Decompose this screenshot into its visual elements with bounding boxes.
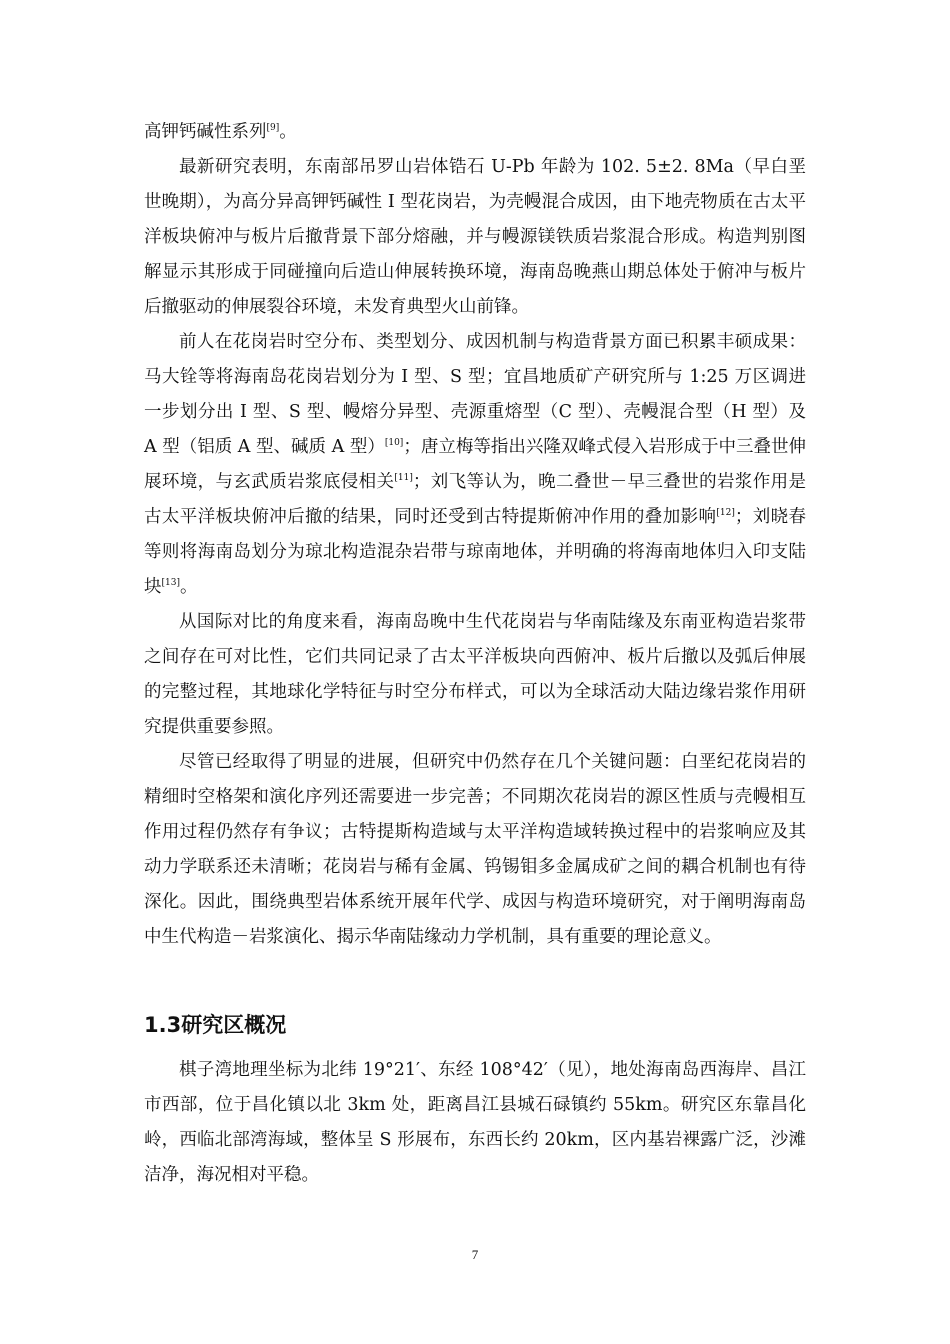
paragraph-international-comparison: 从国际对比的角度来看，海南岛晚中生代花岗岩与华南陆缘及东南亚构造岩浆带之间存在可对比性，它们共同记录了古太平洋板块向西俯冲、板片后撤以及弧后伸展的完整过程，其地球化学特征与时空分布样式，可以为全球活动大陆边缘岩浆作用研究提供重要参照。	[144, 612, 806, 737]
paragraph-diaoluoshan: 最新研究表明，东南部吊罗山岩体锆石 U‐Pb 年龄为 102. 5±2. 8Ma（早白垩世晚期），为高分异高钾钙碱性 I 型花岗岩，为壳幔混合成因，由下地壳物质在古太平洋板块俯冲与板片后撤背景下部分熔融，并与幔源镁铁质岩浆混合形成。构造判别图解显示其形成于同碰撞向后造山伸展转换环境，海南岛晚燕山期总体处于俯冲与板片后撤驱动的伸展裂谷环境，未发育典型火山前锋。	[144, 157, 806, 317]
paragraph-previous-research	[144, 325, 806, 605]
paragraph-text: 。	[179, 577, 198, 597]
citation: [11]	[394, 473, 413, 484]
citation: [10]	[384, 438, 404, 449]
section-heading	[144, 1005, 806, 1045]
page-body	[144, 115, 806, 1193]
paragraph-text: 前人在花岗岩时空分布、类型划分、成因机制与构造背景方面已积累丰硕成果：马大铨等将海南岛花岗岩划分为 I 型、S 型；宜昌地质矿产研究所与 1:25 万区调进一步划分出 I 型、S 型、幔熔分异型、壳源重熔型（C 型）、壳幔混合型（H 型）及 A 型（铝质 A 型、碱质 A 型）	[144, 332, 806, 457]
paragraph-text: ；唐立梅等指出兴隆双峰式侵入岩形成于中三叠世伸展环境，与玄武质岩浆底侵相关	[144, 437, 806, 492]
citation: [13]	[161, 578, 180, 589]
section-title: 研究区概况	[181, 1013, 287, 1037]
citation: [12]	[716, 508, 735, 519]
section-number: 1.3	[144, 1013, 182, 1037]
paragraph-text: ；刘晓春等则将海南岛划分为琼北构造混杂岩带与琼南地体，并明确的将海南地体归入印支陆块	[144, 507, 807, 597]
paragraph-text: ；刘飞等认为，晚二叠世－早三叠世的岩浆作用是古太平洋板块俯冲后撤的结果，同时还受到古特提斯俯冲作用的叠加影响	[144, 472, 806, 527]
page-number: 7	[471, 1247, 479, 1262]
paragraph-text: 高钾钙碱性系列	[144, 122, 267, 142]
paragraph-text: 。	[279, 122, 297, 142]
citation: [9]	[266, 123, 280, 134]
paragraph-study-area: 棋子湾地理坐标为北纬 19°21′、东经 108°42′（见），地处海南岛西海岸、昌江市西部，位于昌化镇以北 3km 处，距离昌江县城石碌镇约 55km。研究区东靠昌化岭，西临北部湾海域，整体呈 S 形展布，东西长约 20km，区内基岩裸露广泛，沙滩洁净，海况相对平稳。	[144, 1060, 806, 1185]
paragraph-continuation	[144, 115, 806, 150]
paragraph-key-problems: 尽管已经取得了明显的进展，但研究中仍然存在几个关键问题：白垩纪花岗岩的精细时空格架和演化序列还需要进一步完善；不同期次花岗岩的源区性质与壳幔相互作用过程仍然存有争议；古特提斯构造域与太平洋构造域转换过程中的岩浆响应及其动力学联系还未清晰；花岗岩与稀有金属、钨锡钼多金属成矿之间的耦合机制也有待深化。因此，围绕典型岩体系统开展年代学、成因与构造环境研究，对于阐明海南岛中生代构造－岩浆演化、揭示华南陆缘动力学机制，具有重要的理论意义。	[144, 752, 806, 947]
